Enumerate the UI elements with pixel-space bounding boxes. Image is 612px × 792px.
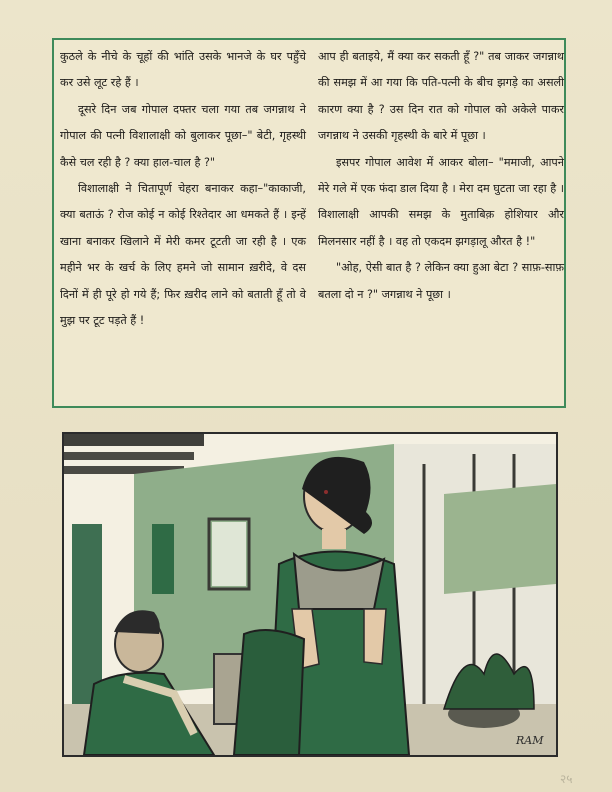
left-column bbox=[60, 44, 306, 334]
page-number: २५ bbox=[560, 772, 573, 786]
story-illustration bbox=[62, 432, 558, 757]
illustration-drawing bbox=[64, 434, 556, 755]
paragraph: कुठले के नीचे के चूहों की भांति उसके भानजे के घर पहुँचे कर उसे लूट रहे हैं । bbox=[60, 50, 306, 90]
right-column bbox=[318, 44, 564, 308]
paragraph: दूसरे दिन जब गोपाल दफ्तर चला गया तब जगन्नाथ ने गोपाल की पत्नी विशालाक्षी को बुलाकर पूछा–" बेटी, गृहस्थी कैसे चल रही है ? क्या हाल-चाल है ?" bbox=[60, 102, 306, 169]
paragraph: इसपर गोपाल आवेश में आकर बोला– "ममाजी, आपने मेरे गले में एक फंदा डाल दिया है । मेरा दम घुटता जा रहा है । विशालाक्षी आपकी समझ के मुताबिक़ होशियार और मिलनसार नहीं है । वह तो एकदम झगड़ालू औरत है !" bbox=[318, 155, 564, 248]
artist-signature: RAM bbox=[516, 734, 544, 747]
paragraph: विशालाक्षी ने चितापूर्ण चेहरा बनाकर कहा–"काकाजी, क्या बताऊं ? रोज कोई न कोई रिश्तेदार आ धमकते हैं । इन्हें खाना बनाकर खिलाने में मेरी कमर टूटती जा रही है । एक महीने भर के खर्च के लिए हमने जो सामान ख़रीदे, वे दस दिनों में ही पूरे हो गये हैं; फिर ख़रीद लाने को बताती हूँ तो वे मुझ पर टूट पड़ते हैं ! bbox=[60, 182, 306, 328]
paragraph: "ओह, ऐसी बात है ? लेकिन क्या हुआ बेटा ? साफ़-साफ़ बतला दो न ?" जगन्नाथ ने पूछा । bbox=[318, 261, 564, 301]
paragraph: आप ही बताइये, मैं क्या कर सकती हूँ ?" तब जाकर जगन्नाथ की समझ में आ गया कि पति-पत्नी के बीच झगड़े का असली कारण क्या है ? उस दिन रात को गोपाल को अकेले पाकर जगन्नाथ ने उसकी गृहस्थी के बारे में पूछा । bbox=[318, 50, 564, 143]
story-text-box bbox=[52, 38, 566, 408]
